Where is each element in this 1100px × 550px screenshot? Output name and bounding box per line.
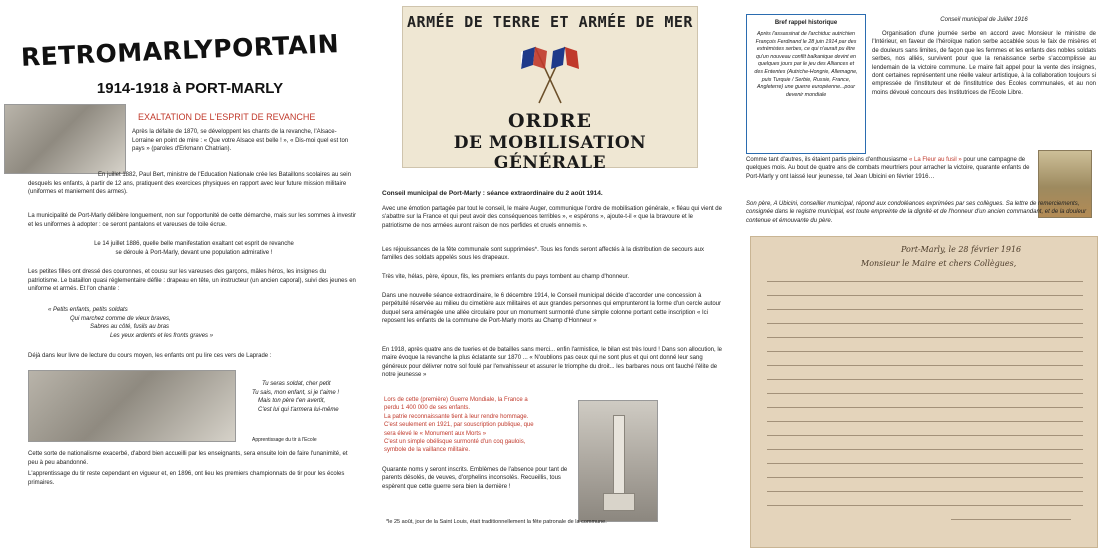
box-text: Après l'assassinat de l'archiduc autrichien François Ferdinand le 28 juin 1914 par des extrémistes serbes, ce qui n'aurait pu être qu'un nouveau conflit balkanique devint en quelques jours par le jeu des Alliances et des Ententes (Autriche-Hongrie, Allemagne, puis Turquie / Serbie, Russie, France, Angleterre) une guerre européenne...pour devenir mondiale — [754, 31, 858, 98]
handwriting-line — [767, 505, 1083, 506]
song-line: Sabres au côté, fusils au bras — [90, 324, 170, 331]
paragraph-journee-serbe: Organisation d'une journée serbe en accord avec Monsieur le ministre de l'Intérieur, en faveur de l'héroïque nation serbe accablée sous le faix de misères et de douleurs sans limites, de façon que les femmes et les enfants des nobles soldats serbes, nos alliés, survivent pour que la renaissance serbe s'accomplisse au lendemain de la victoire commune. Le maire fait appel pour la vente des insignes, dont certaines représentent une réelle valeur artistique, à la collaboration toujours si empressée de l'instituteur et de l'institutrice des Ecoles communales, et au non moins dévoué concours des Institutrices de l'Ecole Libre. — [872, 31, 1096, 96]
paragraph-paul-bert: En juillet 1882, Paul Bert, ministre de l'Education Nationale crée les Bataillons scolaires au sein desquels les enfants, à partir de 12 ans, pratiquent des exercices physiques en rapport avec leur future mission militaire (uniformes et maniement des armes). — [28, 172, 351, 196]
handwriting-line — [767, 309, 1083, 310]
paragraph-champ-honneur: Très vite, hélas, père, époux, fils, les premiers enfants du pays tombent au champ d'honneur. — [382, 274, 630, 280]
column-1 — [0, 0, 362, 550]
handwriting-line — [767, 393, 1083, 394]
paragraph-rejouissances: Les réjouissances de la fête communale sont supprimées*. Tous les fonds seront affectés à la distribution de secours aux familles des soldats appelés sous les drapeaux. — [382, 247, 704, 262]
handwriting-line — [767, 379, 1083, 380]
handwriting-line — [767, 449, 1083, 450]
column-2 — [372, 0, 730, 550]
handwriting-line — [767, 491, 1083, 492]
soldier-photo — [4, 104, 126, 174]
handwriting-line — [767, 407, 1083, 408]
fleur-text-a: Comme tant d'autres, ils étaient partis pleins d'enthousiasme — [746, 157, 908, 163]
laprade-verse — [242, 380, 358, 414]
poster-title-ordre: ORDRE — [507, 110, 593, 132]
council-1916-title: Conseil municipal de Juillet 1916 — [940, 17, 1028, 23]
red-line: La patrie reconnaissante tient à leur rendre hommage. — [384, 413, 529, 420]
paragraph-decembre-1914: Dans une nouvelle séance extraordinaire, le 6 décembre 1914, le Conseil municipal décide d'accorder une concession à perpétuité réservée au milieu du cimetière aux militaires et aux grandes personnes qui emprunteront la forme d'un cercle autour duquel sera aménagée une allée circulaire pour un monument surmonté d'une simple colonne portant cette inscription « Ici reposent les enfants de la commune de Port-Marly morts au Champ d'Honneur » — [382, 293, 721, 325]
red-line: sera élevé le « Monument aux Morts » — [384, 430, 487, 437]
handwriting-line — [767, 337, 1083, 338]
red-line: perdu 1 400 000 de ses enfants. — [384, 405, 471, 412]
paragraph-petites-filles: Les petites filles ont dressé des couronnes, et cousu sur les vareuses des garçons, mâles héros, les insignes du patriotisme. Le bataillon quasi réglementaire défile : drapeau en tête, un instructeur (un ancien caporal), suivi des jeunes en uniforme et armés. Et l'on chante : — [28, 269, 356, 293]
song-line: « Petits enfants, petits soldats — [48, 307, 128, 313]
song-line: Les yeux ardents et les fronts graves » — [110, 332, 214, 339]
handwriting-line — [767, 295, 1083, 296]
fleur-text-b: pour une campagne de quelques mois. Au bout de quatre ans de combats meurtriers pour arracher la victoire, quarante enfants de Port-Marly y ont laissé leur jeunesse, tel Jean Ubicini en février 1916… — [746, 157, 1030, 180]
mobilisation-poster — [402, 6, 698, 173]
letter-date: Port-Marly, le 28 février 1916 — [901, 245, 1022, 254]
footnote: *le 25 août, jour de la Saint Louis, était traditionnellement la fête patronale de la commune. — [386, 519, 607, 525]
handwriting-line — [767, 435, 1083, 436]
red-line: C'est seulement en 1921, par souscription publique, que — [384, 422, 534, 429]
song-verse — [48, 306, 348, 340]
section-heading: EXALTATION DE L'ESPRIT DE REVANCHE — [138, 112, 316, 122]
box-title: Bref rappel historique — [774, 20, 838, 26]
paragraph-father: Son père, A Ubicini, conseiller municipal, répond aux condoléances exprimées par ses collègues. Sa lettre de remerciements, consignée dans le registre municipal, est toute empreinte de la dignité et de l'honneur d'un ancien commandant, et de la douleur contenue et émouvante du père. — [746, 201, 1087, 224]
handwriting-line — [767, 421, 1083, 422]
red-line: symbole de la vaillance militaire. — [384, 447, 471, 454]
paragraph-revanche: Après la défaite de 1870, se développent les chants de la revanche, l'Alsace-Lorraine en point de mire : « Que votre Alsace est belle ! », « Dis-moi quel est ton pays » (paroles d'Erkmann Chatrian). — [132, 129, 349, 153]
handwriting-line — [767, 281, 1083, 282]
crossed-flags-icon — [521, 43, 579, 105]
handwriting-line — [767, 323, 1083, 324]
photo-caption: Apprentissage du tir à l'Ecole — [252, 437, 317, 443]
fleur-red-text: « La Fleur au fusil » — [909, 157, 962, 163]
column-3 — [740, 0, 1100, 550]
paragraph-14-juillet-a: Le 14 juillet 1886, quelle belle manifestation exaltant cet esprit de revanche — [94, 241, 294, 247]
handwritten-letter — [750, 236, 1098, 548]
paragraph-apprentissage: L'apprentissage du tir reste cependant en vigueur et, en 1896, ont lieu les premiers championnats de tir pour les écoles primaires. — [28, 471, 345, 486]
paragraph-quarante-noms: Quarante noms y seront inscrits. Emblèmes de l'absence pour tant de parents désolés, de veuves, d'orphelins inconsolés. Recueillis, tous espèrent que cette guerre sera bien la dernière ! — [382, 467, 568, 490]
paragraph-mobilisation: Avec une émotion partagée par tout le conseil, le maire Auger, communique l'ordre de mobilisation générale, « fléau qui vient de s'abattre sur la France et qui peut avoir des conséquences terribles », « espérons », ajoute-t-il « que la bravoure et le patriotisme de nos armées auront raison de nos perfides et cruels ennemis ». — [382, 206, 722, 229]
handwriting-line — [951, 519, 1071, 520]
paragraph-14-juillet-b: se déroule à Port-Marly, devant une population admirative ! — [115, 250, 273, 256]
verse-line: C'est lui qui t'armera lui-même — [258, 406, 339, 413]
paragraph-nationalisme: Cette sorte de nationalisme exacerbé, d'abord bien accueilli par les enseignants, sera ensuite loin de faire l'unanimité, et peu à peu abandonné. — [28, 451, 348, 466]
masthead-title: RETROMARLYPORTAIN — [20, 29, 340, 72]
paragraph-armistice: En 1918, après quatre ans de tueries et de batailles sans merci... enfin l'armistice, le bilan est très lourd ! Dans son allocution, le maire évoque la revanche la plus éclatante sur 1870 ... « N'oublions pas ceux qui ne sont plus et qui ont donné leur sang généreux pour délivrer notre sol foulé par l'envahisseur et assurer le triomphe du droit... les barbares nous ont fauché l'élite de notre jeunesse » — [382, 347, 722, 379]
verse-line: Tu sais, mon enfant, si je t'aime ! — [252, 389, 340, 396]
red-line: Lors de cette (première) Guerre Mondiale, la France a — [384, 397, 528, 403]
verse-line: Mais ton père t'en avertit, — [258, 398, 326, 405]
song-line: Qui marchez comme de vieux braves, — [70, 315, 171, 322]
poster-title-mobilisation: DE MOBILISATION GÉNÉRALE — [453, 133, 647, 173]
handwriting-line — [767, 477, 1083, 478]
page-subtitle: 1914-1918 à PORT-MARLY — [96, 80, 284, 97]
school-shooting-photo — [28, 370, 236, 442]
historical-reminder-box — [746, 14, 866, 154]
paragraph-fleur-au-fusil — [746, 156, 1032, 181]
poster-header: ARMÉE DE TERRE ET ARMÉE DE MER — [407, 13, 693, 31]
paragraph-municipalite: La municipalité de Port-Marly délibère longuement, non sur l'opportunité de cette démarche, mais sur les sommes à investir et les uniformes à adopter : ce seront pantalons et vareuses de toile écrue. — [28, 213, 356, 228]
handwriting-line — [767, 463, 1083, 464]
red-line: C'est un simple obélisque surmonté d'un coq gaulois, — [384, 439, 526, 446]
paragraph-laprade: Déjà dans leur livre de lecture du cours moyen, les enfants ont pu lire ces vers de Laprade : — [28, 353, 272, 359]
red-memorial-text — [384, 396, 574, 455]
verse-line: Tu seras soldat, cher petit — [262, 381, 331, 387]
war-memorial-photo — [578, 400, 658, 522]
letter-salutation: Monsieur le Maire et chers Collègues, — [861, 259, 1017, 268]
handwriting-line — [767, 351, 1083, 352]
handwriting-line — [767, 365, 1083, 366]
council-heading: Conseil municipal de Port-Marly : séance extraordinaire du 2 août 1914. — [382, 190, 603, 197]
